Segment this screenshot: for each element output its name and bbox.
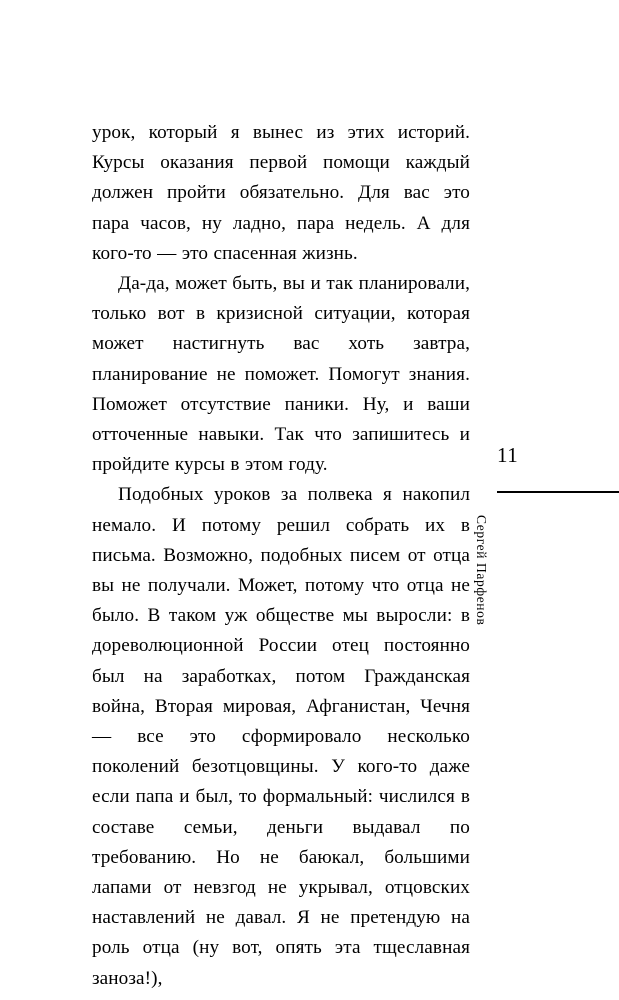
paragraph: Да-да, может быть, вы и так планировали, только вот в кризисной ситуации, которая может настигнуть вас хоть завтра, планирование не поможет. Помогут знания. Поможет отсутствие паники. Ну, и ваши отточенные навыки. Так что запишитесь и пройдите курсы в этом году. <box>92 273 470 476</box>
paragraph: Подобных уроков за полвека я накопил немало. И потому решил собрать их в письма. Возможно, подобных писем от отца вы не получали. Может, потому что отца не было. В таком уж обществе мы выросли: в дореволюционной России отец постоянно был на заработках, потом Гражданская война, Вторая мировая, Афганистан, Чечня — все это сформировало несколько поколений безотцовщины. У кого-то даже если папа и был, то формальный: числился в составе семьи, деньги выдавал по требованию. Но не баюкал, большими лапами от невзгод не укрывал, отцовских наставлений не давал. Я не претендую на роль отца (ну вот, опять эта тщеславная заноза!), <box>92 484 470 989</box>
running-head-author: Сергей Парфенов <box>474 515 489 626</box>
page-number: 11 <box>497 443 519 467</box>
header-divider <box>497 491 619 493</box>
body-text-column <box>92 118 470 994</box>
paragraph: урок, который я вынес из этих историй. Курсы оказания первой помощи каждый должен пройти обязательно. Для вас это пара часов, ну ладно, пара недель. А для кого-то — это спасенная жизнь. <box>92 122 470 264</box>
